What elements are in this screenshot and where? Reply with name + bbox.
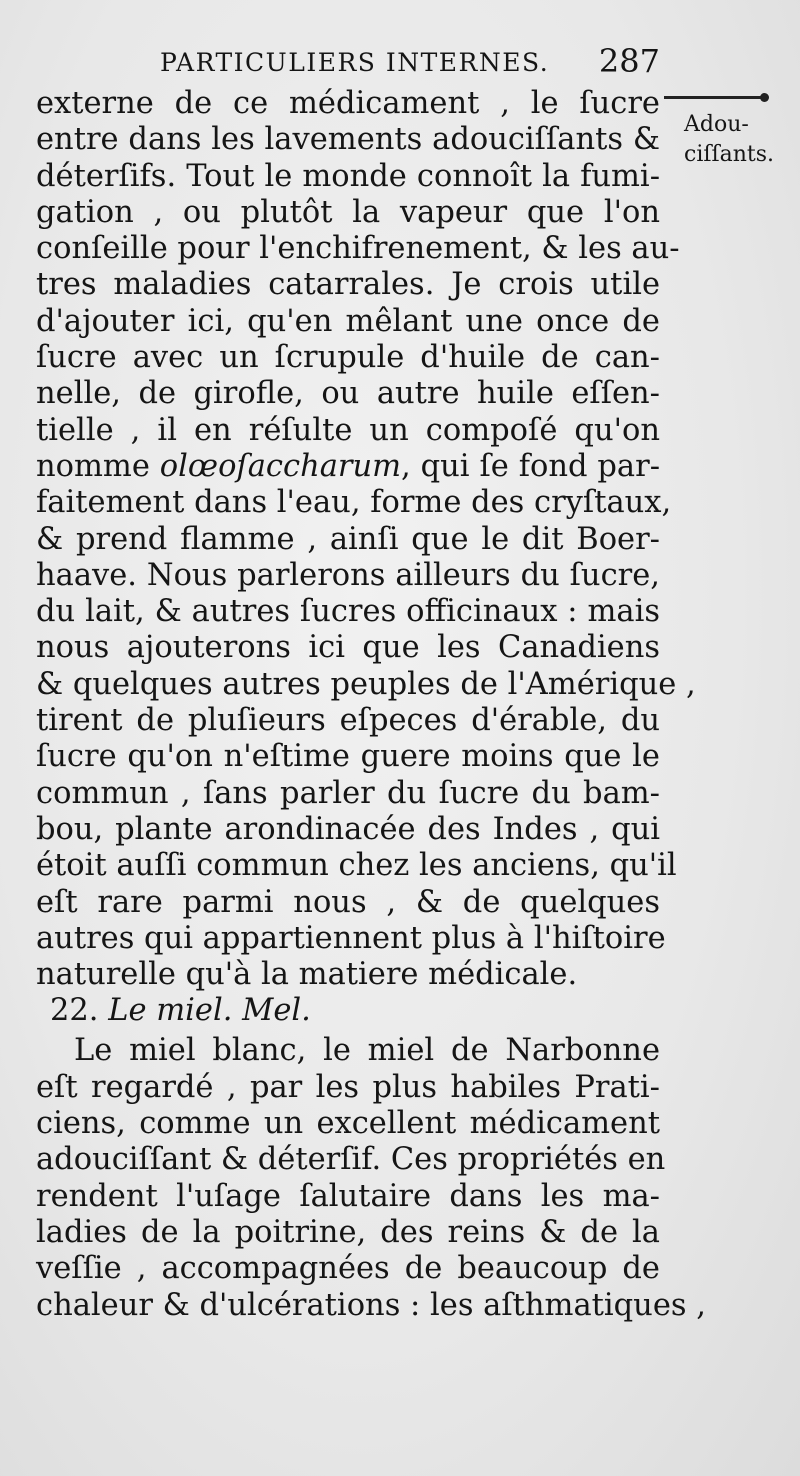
- page-number: 287: [598, 42, 660, 80]
- page-header: [36, 40, 660, 86]
- section-heading: [36, 993, 660, 1033]
- text-line: faitement dans l'eau, forme des cryſtaux,: [36, 485, 672, 521]
- text-line: nous ajouterons ici que les Canadiens: [36, 630, 660, 666]
- text-line: ſucre avec un ſcrupule d'huile de can-: [36, 340, 660, 376]
- text-line: autres qui appartiennent plus à l'hiſtoire: [36, 920, 666, 956]
- text-line: entre dans les lavements adouciſſants &: [36, 122, 660, 158]
- text-line: d'ajouter ici, qu'en mêlant une once de: [36, 303, 660, 339]
- text-line: ciens, comme un excellent médicament: [36, 1106, 660, 1142]
- text-line: du lait, & autres ſucres officinaux : mais: [36, 594, 660, 630]
- text-line: adouciſſant & déterſif. Ces propriétés en: [36, 1142, 666, 1178]
- text-line: gation , ou plutôt la vapeur que l'on: [36, 194, 660, 230]
- text-line: haave. Nous parlerons ailleurs du ſucre,: [36, 557, 660, 593]
- text-line: eſt regardé , par les plus habiles Prati-: [36, 1069, 660, 1105]
- text-line: naturelle qu'à la matiere médicale.: [36, 957, 578, 993]
- text-line: nelle, de girofle, ou autre huile eſſen-: [36, 376, 660, 412]
- text-segment: , qui ſe fond par-: [401, 448, 660, 484]
- section-title: Le miel. Mel.: [108, 993, 311, 1029]
- text-line: étoit auſſi commun chez les anciens, qu'il: [36, 848, 677, 884]
- text-line: tirent de pluſieurs eſpeces d'érable, du: [36, 703, 660, 739]
- margin-rule: [664, 96, 766, 99]
- text-line: chaleur & d'ulcérations : les aſthmatiques ,: [36, 1287, 706, 1323]
- body-text: [36, 86, 706, 1324]
- text-line: déterſifs. Tout le monde connoît la fumi-: [36, 158, 660, 194]
- text-line: veſſie , accompagnées de beaucoup de: [36, 1251, 660, 1287]
- section-number: 22.: [50, 993, 99, 1029]
- text-line: & quelques autres peuples de l'Amérique ,: [36, 666, 696, 702]
- italic-term: olœoſaccharum: [159, 448, 402, 484]
- text-line: eſt rare parmi nous , & de quelques: [36, 884, 660, 920]
- text-line: Le miel blanc, le miel de Narbonne: [74, 1033, 660, 1069]
- margin-note-line-1: Adou-: [684, 112, 749, 137]
- margin-note-text: [684, 110, 774, 170]
- text-line: ſucre qu'on n'eſtime guere moins que le: [36, 739, 660, 775]
- text-line: ladies de la poitrine, des reins & de la: [36, 1214, 660, 1250]
- text-segment: nomme: [36, 448, 160, 484]
- text-line: commun , ſans parler du ſucre du bam-: [36, 775, 660, 811]
- text-line: conſeille pour l'enchifrenement, & les au-: [36, 231, 680, 267]
- text-line: tielle , il en réſulte un compoſé qu'on: [36, 412, 660, 448]
- text-line: rendent l'uſage ſalutaire dans les ma-: [36, 1178, 660, 1214]
- text-line: externe de ce médicament , le ſucre: [36, 86, 660, 121]
- text-line: bou, plante arondinacée des Indes , qui: [36, 811, 660, 847]
- margin-note-line-2: ciſſants.: [684, 142, 775, 167]
- text-line: tres maladies catarrales. Je crois utile: [36, 267, 660, 303]
- text-line: & prend flamme , ainſi que le dit Boer-: [36, 521, 660, 557]
- running-head: PARTICULIERS INTERNES.: [160, 48, 550, 77]
- text-line-oleosaccharum: [36, 449, 660, 485]
- margin-rule-dot: [760, 93, 769, 102]
